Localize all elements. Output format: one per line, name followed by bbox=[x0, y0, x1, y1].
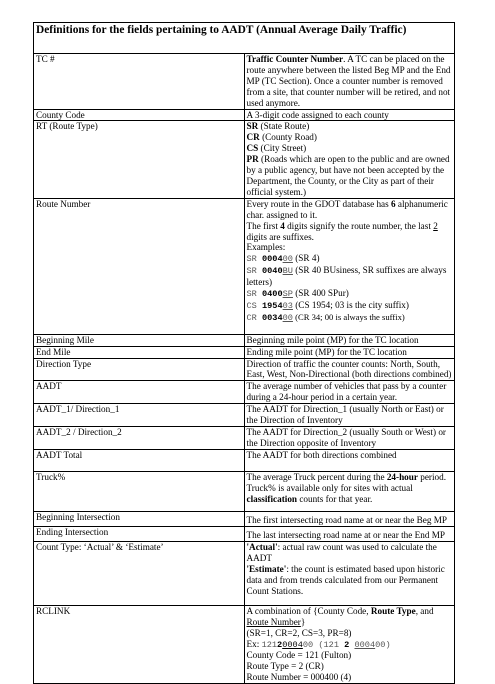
example-desc: (SR 400 SPur) bbox=[292, 288, 349, 299]
table-row bbox=[34, 605, 455, 683]
definition-cell bbox=[244, 121, 455, 198]
text-fragment: : actual raw count was used to calculate the AADT bbox=[246, 542, 437, 564]
title-row bbox=[34, 23, 455, 54]
table-row bbox=[34, 358, 455, 381]
example-desc: (SR 4) bbox=[292, 253, 320, 264]
route-type-item bbox=[247, 121, 453, 132]
route-example bbox=[247, 265, 453, 288]
table-row bbox=[34, 334, 455, 346]
rclink-line-5: Route Type = 2 (CR) bbox=[246, 661, 324, 672]
table-row bbox=[34, 449, 455, 471]
example-suffix: BU bbox=[282, 266, 293, 277]
example-code bbox=[262, 266, 283, 276]
definition-cell: Ending mile point (MP) for the TC location bbox=[244, 346, 455, 358]
route-type-code: CR bbox=[246, 132, 260, 143]
bold-fragment: 24-hour bbox=[386, 471, 418, 482]
term-cell: Count Type: ‘Actual’ & ‘Estimate’ bbox=[34, 542, 245, 606]
example-code bbox=[262, 254, 283, 264]
example-county: 121 bbox=[261, 639, 278, 650]
term-cell: RT (Route Type) bbox=[34, 121, 245, 198]
text-fragment: digits signify the route number, the last bbox=[284, 220, 434, 231]
example-desc: (CS 1954; 03 is the city suffix) bbox=[292, 299, 409, 310]
example-prefix: CS bbox=[246, 300, 262, 311]
example-suffix: 00 bbox=[375, 639, 386, 650]
examples-label: Examples: bbox=[246, 242, 286, 253]
term-cell: AADT Total bbox=[34, 449, 245, 471]
term-cell: AADT_1/ Direction_1 bbox=[34, 404, 245, 427]
example-code-digits: 1954 bbox=[261, 300, 283, 311]
definition-cell: The AADT for Direction_1 (usually North or East) or the Direction of Inventory bbox=[244, 404, 455, 427]
bold-fragment: 6 bbox=[391, 198, 396, 209]
term-cell: AADT_2 / Direction_2 bbox=[34, 427, 245, 450]
example-paren: (121 bbox=[313, 639, 345, 650]
route-number-line-2 bbox=[247, 221, 453, 243]
definition-cell bbox=[244, 54, 455, 110]
table-row bbox=[34, 542, 455, 606]
count-type-estimate bbox=[247, 564, 453, 597]
table-row bbox=[34, 404, 455, 427]
example-suffix: SP bbox=[282, 289, 293, 300]
underline-fragment: 2 bbox=[433, 220, 438, 231]
example-suffix: 00 bbox=[282, 312, 293, 323]
definition-cell: The AADT for Direction_2 (usually South or West) or the Direction opposite of Inventory bbox=[244, 427, 455, 450]
definition-cell bbox=[244, 449, 455, 471]
term-cell: County Code bbox=[34, 109, 245, 121]
example-code bbox=[262, 289, 283, 299]
route-type-code: PR bbox=[246, 154, 259, 165]
text-fragment: The first bbox=[246, 220, 281, 231]
underline-fragment: Route Number bbox=[246, 616, 301, 627]
definition-cell: Beginning mile point (MP) for the TC location bbox=[244, 334, 455, 346]
example-route-type: 2 bbox=[277, 639, 283, 650]
route-example bbox=[247, 253, 453, 265]
bold-fragment: classification bbox=[246, 493, 298, 504]
bold-fragment: 'Estimate' bbox=[246, 564, 287, 575]
route-example bbox=[247, 312, 453, 324]
definitions-table bbox=[33, 22, 455, 684]
route-type-code: SR bbox=[246, 121, 259, 132]
bold-fragment: 'Actual' bbox=[246, 542, 278, 553]
definition-text: . A TC can be placed on the route anywhere between the listed Beg MP and the End MP (TC Section). Once a counter number is removed from a site, that counter number will be retired, and not used anymore. bbox=[246, 54, 451, 108]
table-row bbox=[34, 121, 455, 198]
text-fragment: digits are suffixes. bbox=[246, 231, 314, 242]
example-code bbox=[262, 301, 283, 311]
example-route-digits: 0004 bbox=[354, 639, 376, 650]
example-code-digits: 0034 bbox=[261, 312, 283, 323]
table-row bbox=[34, 427, 455, 450]
table-row bbox=[34, 381, 455, 404]
definition-text: The first intersecting road name at or near the Beg MP bbox=[246, 515, 448, 526]
route-type-desc: (Roads which are open to the public and are owned by a public agency, but have not been accepted by the Department, the County, or the City as part of their official system.) bbox=[246, 154, 450, 197]
text-fragment: , and bbox=[415, 605, 434, 616]
table-title: Definitions for the fields pertaining to AADT (Annual Average Daily Traffic) bbox=[34, 23, 455, 54]
bold-lead: Traffic Counter Number bbox=[246, 54, 344, 64]
definition-cell bbox=[244, 198, 455, 334]
count-type-actual bbox=[247, 542, 453, 564]
example-prefix: SR bbox=[246, 289, 262, 300]
example-suffix: 00 bbox=[302, 639, 314, 650]
rclink-line-4: County Code = 121 (Fulton) bbox=[246, 650, 352, 661]
route-number-line-1 bbox=[247, 199, 453, 221]
definition-cell bbox=[244, 471, 455, 512]
term-cell: Ending Intersection bbox=[34, 527, 245, 542]
example-route-digits: 0004 bbox=[282, 639, 303, 650]
example-code-digits: 0400 bbox=[261, 289, 283, 300]
route-type-item bbox=[247, 143, 453, 154]
table-row bbox=[34, 109, 455, 121]
text-fragment: } bbox=[300, 616, 306, 627]
route-type-code: CS bbox=[246, 143, 259, 154]
text-fragment: period. Truck% is available only for sites with actual bbox=[246, 471, 447, 493]
route-type-desc: (State Route) bbox=[258, 121, 310, 132]
spacer bbox=[247, 461, 453, 471]
example-prefix: SR bbox=[246, 254, 262, 265]
example-suffix: 00 bbox=[282, 254, 293, 265]
route-example bbox=[247, 288, 453, 300]
term-cell: Truck% bbox=[34, 471, 245, 512]
term-cell: Route Number bbox=[34, 198, 245, 334]
rclink-example bbox=[247, 639, 453, 651]
term-cell: Beginning Mile bbox=[34, 334, 245, 346]
rclink-line-1 bbox=[247, 606, 453, 628]
example-code-digits: 0040 bbox=[261, 266, 283, 277]
table-row bbox=[34, 198, 455, 334]
example-desc: (SR 40 BUsiness, SR suffixes are always letters) bbox=[246, 265, 447, 288]
example-desc: (CR 34; 00 is always the suffix) bbox=[292, 311, 405, 322]
example-paren: ) bbox=[385, 639, 391, 650]
table-row bbox=[34, 471, 455, 512]
text-fragment: counts for that year. bbox=[297, 493, 373, 504]
table-row bbox=[34, 54, 455, 110]
example-prefix: SR bbox=[246, 266, 262, 277]
rclink-line-2: (SR=1, CR=2, CS=3, PR=8) bbox=[246, 627, 352, 638]
example-suffix: 03 bbox=[282, 300, 293, 311]
term-cell: Beginning Intersection bbox=[34, 512, 245, 527]
text-fragment: alphanumeric char. assigned to it. bbox=[246, 198, 448, 220]
term-cell: RCLINK bbox=[34, 605, 245, 683]
example-code-digits: 0004 bbox=[261, 254, 283, 265]
definition-text: The AADT for both directions combined bbox=[246, 449, 397, 460]
term-cell: End Mile bbox=[34, 346, 245, 358]
text-fragment: Every route in the GDOT database has bbox=[246, 198, 391, 209]
definition-cell bbox=[244, 605, 455, 683]
route-type-item bbox=[247, 132, 453, 143]
route-type-desc: (County Road) bbox=[259, 132, 317, 143]
definition-cell: The average number of vehicles that pass by a counter during a 24-hour period in a certain year. bbox=[244, 381, 455, 404]
table-row bbox=[34, 512, 455, 527]
route-type-desc: (City Street) bbox=[258, 143, 307, 154]
bold-fragment: 4 bbox=[280, 220, 285, 231]
text-fragment: The average Truck percent during the bbox=[246, 471, 387, 482]
bold-fragment: Route Type bbox=[370, 605, 416, 616]
table-row bbox=[34, 346, 455, 358]
example-route-type: 2 bbox=[344, 639, 350, 650]
example-code bbox=[262, 313, 283, 323]
definition-cell bbox=[244, 512, 455, 527]
spacer bbox=[247, 597, 453, 605]
definition-cell bbox=[244, 527, 455, 542]
definition-cell: A 3-digit code assigned to each county bbox=[244, 109, 455, 121]
text-fragment: : the count is estimated based upon historic data and from trends calculated from our Permanent Count Stations. bbox=[246, 564, 445, 596]
route-type-item bbox=[247, 154, 453, 198]
spacer bbox=[247, 504, 453, 511]
table-row bbox=[34, 527, 455, 542]
route-example bbox=[247, 300, 453, 312]
example-prefix: CR bbox=[246, 312, 262, 323]
text-fragment: A combination of {County Code, bbox=[246, 605, 371, 616]
term-cell: AADT bbox=[34, 381, 245, 404]
text-fragment: Ex: bbox=[246, 638, 262, 649]
definition-cell bbox=[244, 542, 455, 606]
rclink-line-6: Route Number = 000400 (4) bbox=[246, 672, 352, 683]
term-cell: TC # bbox=[34, 54, 245, 110]
spacer bbox=[247, 324, 453, 334]
definition-cell: Direction of traffic the counter counts: North, South, East, West, Non-Directional (both directions combined) bbox=[244, 358, 455, 381]
term-cell: Direction Type bbox=[34, 358, 245, 381]
definition-text: The last intersecting road name at or near the End MP bbox=[246, 530, 445, 541]
